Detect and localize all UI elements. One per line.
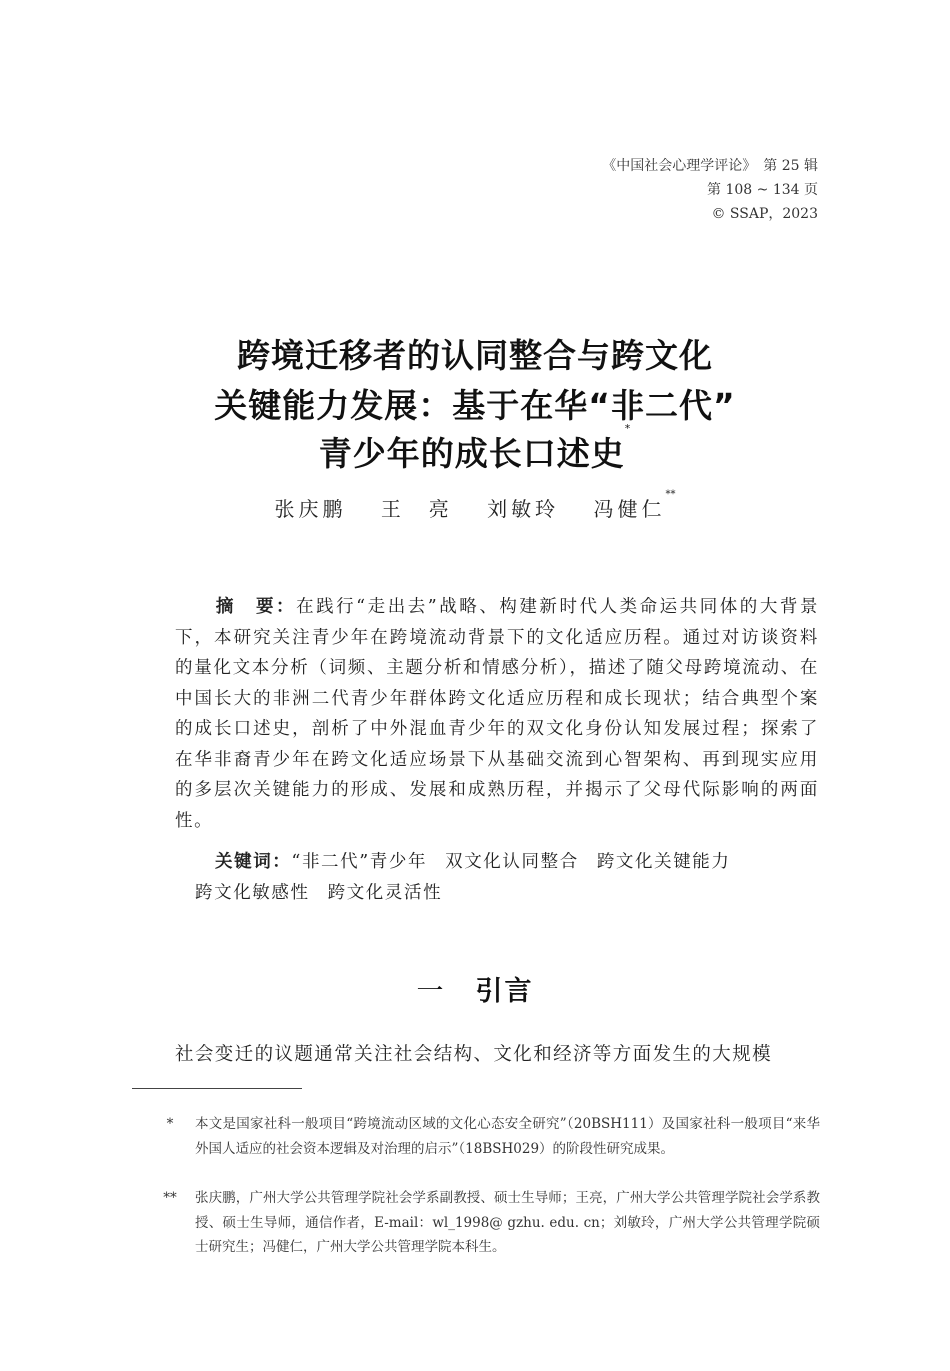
keyword: 跨文化关键能力 xyxy=(596,852,731,872)
title-footnote-mark: * xyxy=(624,422,632,435)
running-header xyxy=(318,154,818,226)
footnote-text: 张庆鹏，广州大学公共管理学院社会学系副教授、硕士生导师；王亮，广州大学公共管理学院社会学系教授、硕士生导师，通信作者，E-mail：wl_1998@ gzhu. edu. cn；刘敏玲，广州大学公共管理学院硕士研究生；冯健仁，广州大学公共管理学院本科生。 xyxy=(195,1190,820,1255)
section-title: 引言 xyxy=(475,976,534,1007)
copyright: © SSAP，2023 xyxy=(711,206,818,222)
abstract-text: 在践行“走出去”战略、构建新时代人类命运共同体的大背景下，本研究关注青少年在跨境流动背景下的文化适应历程。通过对访谈资料的量化文本分析（词频、主题分析和情感分析），描述了随父母跨境流动、在中国长大的非洲二代青少年群体跨文化适应历程和成长现状；结合典型个案的成长口述史，剖析了中外混血青少年的双文化身份认知发展过程；探索了在华非裔青少年在跨文化适应场景下从基础交流到心智架构、再到现实应用的多层次关键能力的形成、发展和成熟历程，并揭示了父母代际影响的两面性。 xyxy=(175,597,819,831)
abstract xyxy=(175,592,819,836)
footnote-1 xyxy=(155,1112,820,1161)
section-number: 一 xyxy=(416,976,446,1007)
author-name-last xyxy=(593,489,676,521)
journal-issue: 《中国社会心理学评论》 第 25 辑 xyxy=(602,158,818,174)
body-paragraph-start: 社会变迁的议题通常关注社会结构、文化和经济等方面发生的大规模 xyxy=(175,1044,773,1065)
author-name: 冯健仁 xyxy=(593,497,666,521)
footnote-mark: * xyxy=(166,1116,174,1132)
author-name: 王 亮 xyxy=(380,497,453,521)
keyword: 跨文化敏感性 xyxy=(195,882,310,903)
footnote-mark: ** xyxy=(163,1190,177,1206)
keyword: 跨文化灵活性 xyxy=(327,882,443,903)
title-line-3-text: 青少年的成长口述史 xyxy=(318,434,625,473)
author-name: 刘敏玲 xyxy=(487,497,560,521)
title-line-1: 跨境迁移者的认同整合与跨文化 xyxy=(237,336,713,375)
keywords xyxy=(175,847,819,908)
keyword: 双文化认同整合 xyxy=(445,852,579,872)
title-line-2: 关键能力发展：基于在华“非二代” xyxy=(214,386,736,425)
abstract-label: 摘 要： xyxy=(215,597,297,617)
keyword: “非二代”青少年 xyxy=(291,852,428,872)
author-footnote-mark: ** xyxy=(665,489,676,500)
author-list xyxy=(0,489,950,522)
footnote-2 xyxy=(155,1186,820,1260)
section-heading xyxy=(0,969,950,1008)
page-range: 第 108 ~ 134 页 xyxy=(707,182,818,198)
author-name: 张庆鹏 xyxy=(274,497,347,521)
title-line-3 xyxy=(0,422,950,475)
footnote-divider xyxy=(132,1088,302,1089)
keywords-label: 关键词： xyxy=(215,852,292,872)
footnote-text: 本文是国家社科一般项目“跨境流动区域的文化心态安全研究”（20BSH111）及国家社科一般项目“来华外国人适应的社会资本逻辑及对治理的启示”（18BSH029）的阶段性研究成果。 xyxy=(195,1116,820,1157)
